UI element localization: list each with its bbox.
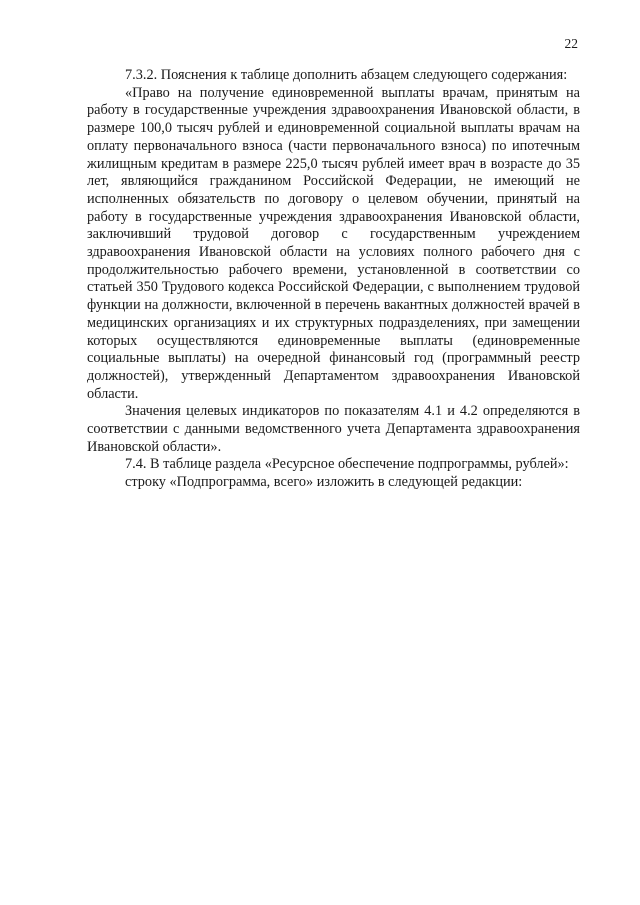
paragraph-quoted-right: «Право на получение единовременной выплаты врачам, принятым на работу в государственные учреждения здравоохранения Ивановской области, в размере 100,0 тысяч рублей и единовременной социальной выплаты врачам на оплату первоначального взноса (части первоначального взноса) по ипотечным жилищным кредитам в размере 225,0 тысяч рублей имеет врач в возрасте до 35 лет, являющийся гражданином Российской Федерации, не имеющий не исполненных обязательств по договору о целевом обучении, принятый на работу в государственные учреждения здравоохранения Ивановской области, заключивший трудовой договор с государственным учреждением здравоохранения Ивановской области на условиях полного рабочего дня с продолжительностью рабочего времени, установленной в соответствии со статьей 350 Трудового кодекса Российской Федерации, с выполнением трудовой функции на должности, включенной в перечень вакантных должностей врачей в медицинских организациях и их структурных подразделениях, при замещении которых осуществляются единовременные выплаты (единовременные социальные выплаты) на очередной финансовый год (программный реестр должностей), утвержденный Департаментом здравоохранения Ивановской области. [87,84,580,402]
paragraph-subprogram-line: строку «Подпрограмма, всего» изложить в следующей редакции: [125,474,523,491]
paragraph-7-3-2: 7.3.2. Пояснения к таблице дополнить абзацем следующего содержания: [125,67,568,83]
paragraph-7-4: 7.4. В таблице раздела «Ресурсное обеспечение подпрограммы, рублей»: [125,456,569,473]
page-number: 22 [564,36,578,51]
paragraph-indicators: Значения целевых индикаторов по показателям 4.1 и 4.2 определяются в соответствии с данными ведомственного учета Департамента здравоохранения Ивановской области». [87,403,580,455]
document-body [87,67,580,492]
